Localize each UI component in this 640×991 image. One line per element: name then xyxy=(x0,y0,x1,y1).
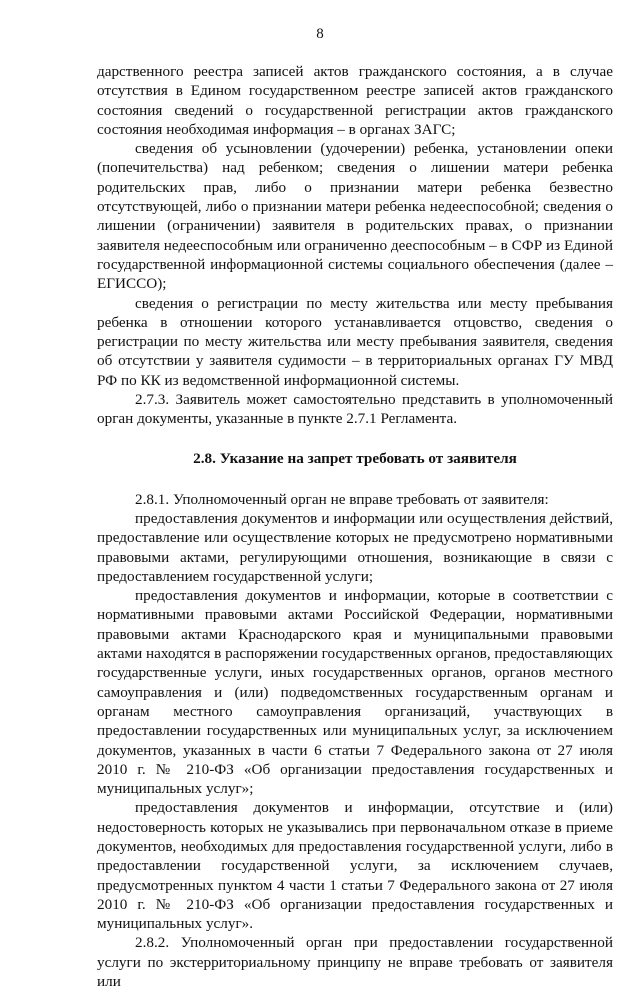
section-heading-2-8: 2.8. Указание на запрет требовать от заявителя xyxy=(193,449,517,467)
paragraph-2-8-1: 2.8.1. Уполномоченный орган не вправе требовать от заявителя: xyxy=(135,490,549,508)
paragraph-prohibition-2: предоставления документов и информации, которые в соответствии с нормативными правовыми актами Российской Федерации, нормативными правовыми актами Краснодарского края и муниципальными правовыми актами находятся в распоряжении государственных органов, предоставляющих государственные услуги, иных государственных органов, органов местного самоуправления и (или) подведомственных государственным органам и органам местного самоуправления организаций, участвующих в предоставлении государственных или муниципальных услуг, за исключением документов, указанных в части 6 статьи 7 Федерального закона от 27 июля 2010 г. № 210-ФЗ «Об организации предоставления государственных и муниципальных услуг»; xyxy=(97,587,613,798)
paragraph-2-8-2: 2.8.2. Уполномоченный орган при предоставлении государственной услуги по экстерриториальному принципу не вправе требовать от заявителя или xyxy=(97,934,613,991)
document-body xyxy=(97,62,613,991)
paragraph-2-7-3: 2.7.3. Заявитель может самостоятельно представить в уполномоченный орган документы, указанные в пункте 2.7.1 Регламента. xyxy=(97,391,613,428)
page-number: 8 xyxy=(316,26,324,42)
paragraph-prohibition-1: предоставления документов и информации или осуществления действий, предоставление или осуществление которых не предусмотрено нормативными правовыми актами, регулирующими отношения, возникающие в связи с предоставлением государственной услуги; xyxy=(97,509,613,585)
paragraph-continuation: дарственного реестра записей актов гражданского состояния, а в случае отсутствия в Едином государственном реестре записей актов гражданского состояния сведений о государственной регистрации актов гражданского состояния необходимая информация – в органах ЗАГС; xyxy=(97,63,613,138)
paragraph-registration-info: сведения о регистрации по месту жительства или месту пребывания ребенка в отношении которого устанавливается отцовство, сведения о регистрации по месту жительства или месту пребывания заявителя, сведения об отсутствии у заявителя судимости – в территориальных органах ГУ МВД РФ по КК из ведомственной информационной системы. xyxy=(97,294,613,389)
paragraph-prohibition-3: предоставления документов и информации, отсутствие и (или) недостоверность которых не указывались при первоначальном отказе в приеме документов, необходимых для предоставления государственной услуги, либо в предоставлении государственной услуги, за исключением случаев, предусмотренных пунктом 4 части 1 статьи 7 Федерального закона от 27 июля 2010 г. № 210-ФЗ «Об организации предоставления государственных и муниципальных услуг». xyxy=(97,799,613,933)
paragraph-adoption-info: сведения об усыновлении (удочерении) ребенка, установлении опеки (попечительства) над ребенком; сведения о лишении матери ребенка родительских прав, либо о признании матери ребенка безвестно отсутствующей, либо о признании матери ребенка недееспособной; сведения о лишении (ограничении) заявителя в родительских правах, о признании заявителя недееспособным или ограниченно дееспособным – в СФР из Единой государственной информационной системы социального обеспечения (далее – ЕГИССО); xyxy=(97,140,613,293)
